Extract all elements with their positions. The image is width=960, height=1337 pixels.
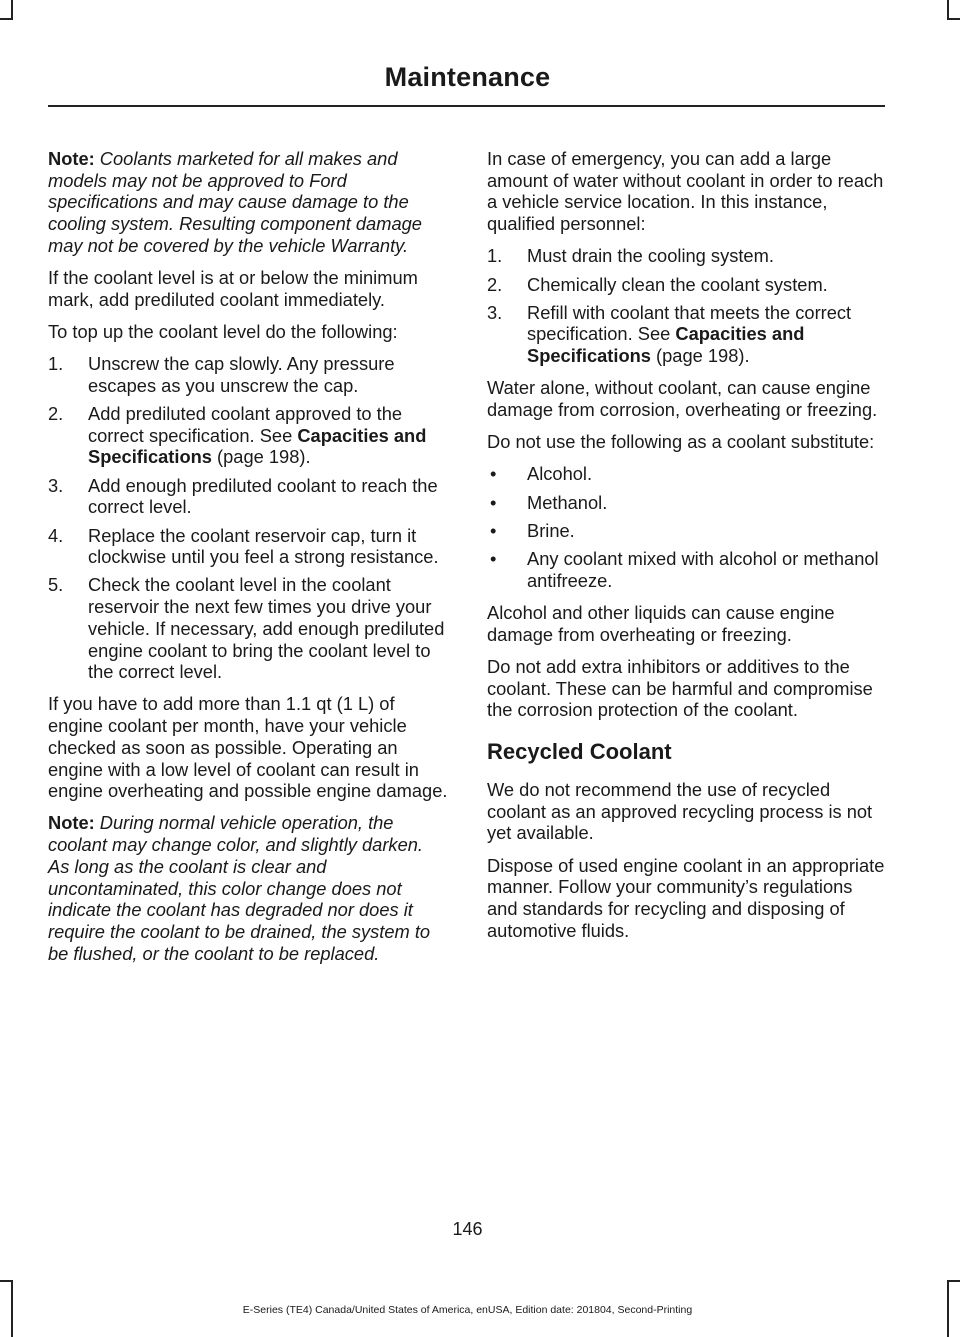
list-text: Add enough prediluted coolant to reach the correct level. [88,474,438,518]
list-text: Replace the coolant reservoir cap, turn it clockwise until you feel a strong resistance. [88,524,439,568]
page-reference: (page 198). [650,345,750,367]
note-paragraph-2 [48,812,448,964]
list-text: Brine. [527,519,575,541]
list-number: 2. [48,403,64,425]
right-column [487,148,885,952]
bullet-icon: • [490,548,497,570]
footer-edition-info: E-Series (TE4) Canada/United States of America, enUSA, Edition date: 201804, Second-Printing [242,1304,693,1316]
paragraph: Do not use the following as a coolant substitute: [487,431,875,453]
paragraph: Dispose of used engine coolant in an appropriate manner. Follow your community’s regulations and standards for recycling and disposing of automotive fluids. [487,854,885,941]
paragraph: Alcohol and other liquids can cause engine damage from overheating or freezing. [487,601,835,645]
list-item [48,403,448,468]
list-item [487,302,885,367]
list-number: 5. [48,574,64,596]
list-item [48,574,448,683]
crop-mark-top-right-h [947,18,960,20]
page-number: 146 [452,1219,483,1239]
list-text: Methanol. [527,491,608,513]
list-text: Must drain the cooling system. [527,245,774,267]
paragraph: If you have to add more than 1.1 qt (1 L) of engine coolant per month, have your vehicle checked as soon as possible. Operating an engine with a low level of coolant can result in engine overheating and possible engine damage. [48,693,448,802]
list-item [487,274,885,296]
list-item [48,525,448,568]
steps-list [48,353,448,683]
list-text: Add prediluted coolant approved to the correct specification. See [88,403,403,446]
paragraph: Do not add extra inhibitors or additives to the coolant. These can be harmful and compromise the corrosion protection of the coolant. [487,655,873,721]
paragraph: If the coolant level is at or below the minimum mark, add prediluted coolant immediately. [48,267,418,310]
list-number: 1. [487,245,503,267]
bullet-list [487,463,885,591]
bullet-icon: • [490,519,497,541]
list-number: 1. [48,353,64,375]
crop-mark-bottom-left-h [0,1280,13,1282]
list-text: Any coolant mixed with alcohol or methanol antifreeze. [527,548,879,591]
page-reference: (page 198). [211,446,311,468]
paragraph: To top up the coolant level do the following: [48,320,398,342]
paragraph: We do not recommend the use of recycled coolant as an approved recycling process is not yet available. [487,778,873,844]
page-title: Maintenance [384,62,551,92]
header-divider [48,105,885,107]
steps-list [487,245,885,367]
note-label: Note: [48,148,95,169]
bullet-icon: • [490,463,497,485]
list-item [487,520,885,542]
note-label: Note: [48,812,95,834]
crop-mark-top-left-h [0,18,13,20]
list-item [487,245,885,267]
left-column [48,148,448,975]
list-text: Unscrew the cap slowly. Any pressure escapes as you unscrew the cap. [88,353,395,396]
list-item [48,475,448,518]
list-number: 2. [487,273,503,295]
section-heading: Recycled Coolant [487,738,672,764]
bullet-icon: • [490,491,497,513]
crop-mark-bottom-right-h [947,1280,960,1282]
crop-mark-top-left [11,0,13,20]
list-number: 4. [48,524,64,546]
cross-reference-link[interactable]: Capacities and Specifications [527,323,805,367]
list-item [48,353,448,396]
list-item [487,492,885,514]
crop-mark-bottom-right [947,1280,949,1337]
note-paragraph-1 [48,148,448,257]
paragraph: Water alone, without coolant, can cause engine damage from corrosion, overheating or freezing. [487,377,878,421]
list-text: Check the coolant level in the coolant reservoir the next few times you drive your vehicle. If necessary, add enough prediluted engine coolant to bring the coolant level to the correct level. [88,574,445,683]
paragraph: In case of emergency, you can add a large amount of water without coolant in order to reach a vehicle service location. In this instance, qualified personnel: [487,148,884,235]
cross-reference-link[interactable]: Capacities and Specifications [88,424,427,468]
list-item [487,548,885,591]
note-text: Coolants marketed for all makes and models may not be approved to Ford specifications and may cause damage to the cooling system. Resulting component damage may not be covered by the vehicle Warranty. [48,148,422,256]
note-text: During normal vehicle operation, the coolant may change color, and slightly darken. As long as the coolant is clear and uncontaminated, this color change does not indicate the coolant has degraded nor does it require the coolant to be drained, the system to be flushed, or the coolant to be replaced. [48,812,431,964]
list-text: Alcohol. [527,463,593,485]
list-number: 3. [487,301,503,323]
list-text: Chemically clean the coolant system. [527,273,828,295]
list-number: 3. [48,474,64,496]
crop-mark-top-right [947,0,949,20]
list-text: Refill with coolant that meets the correct specification. See [527,301,852,345]
list-item [487,463,885,485]
